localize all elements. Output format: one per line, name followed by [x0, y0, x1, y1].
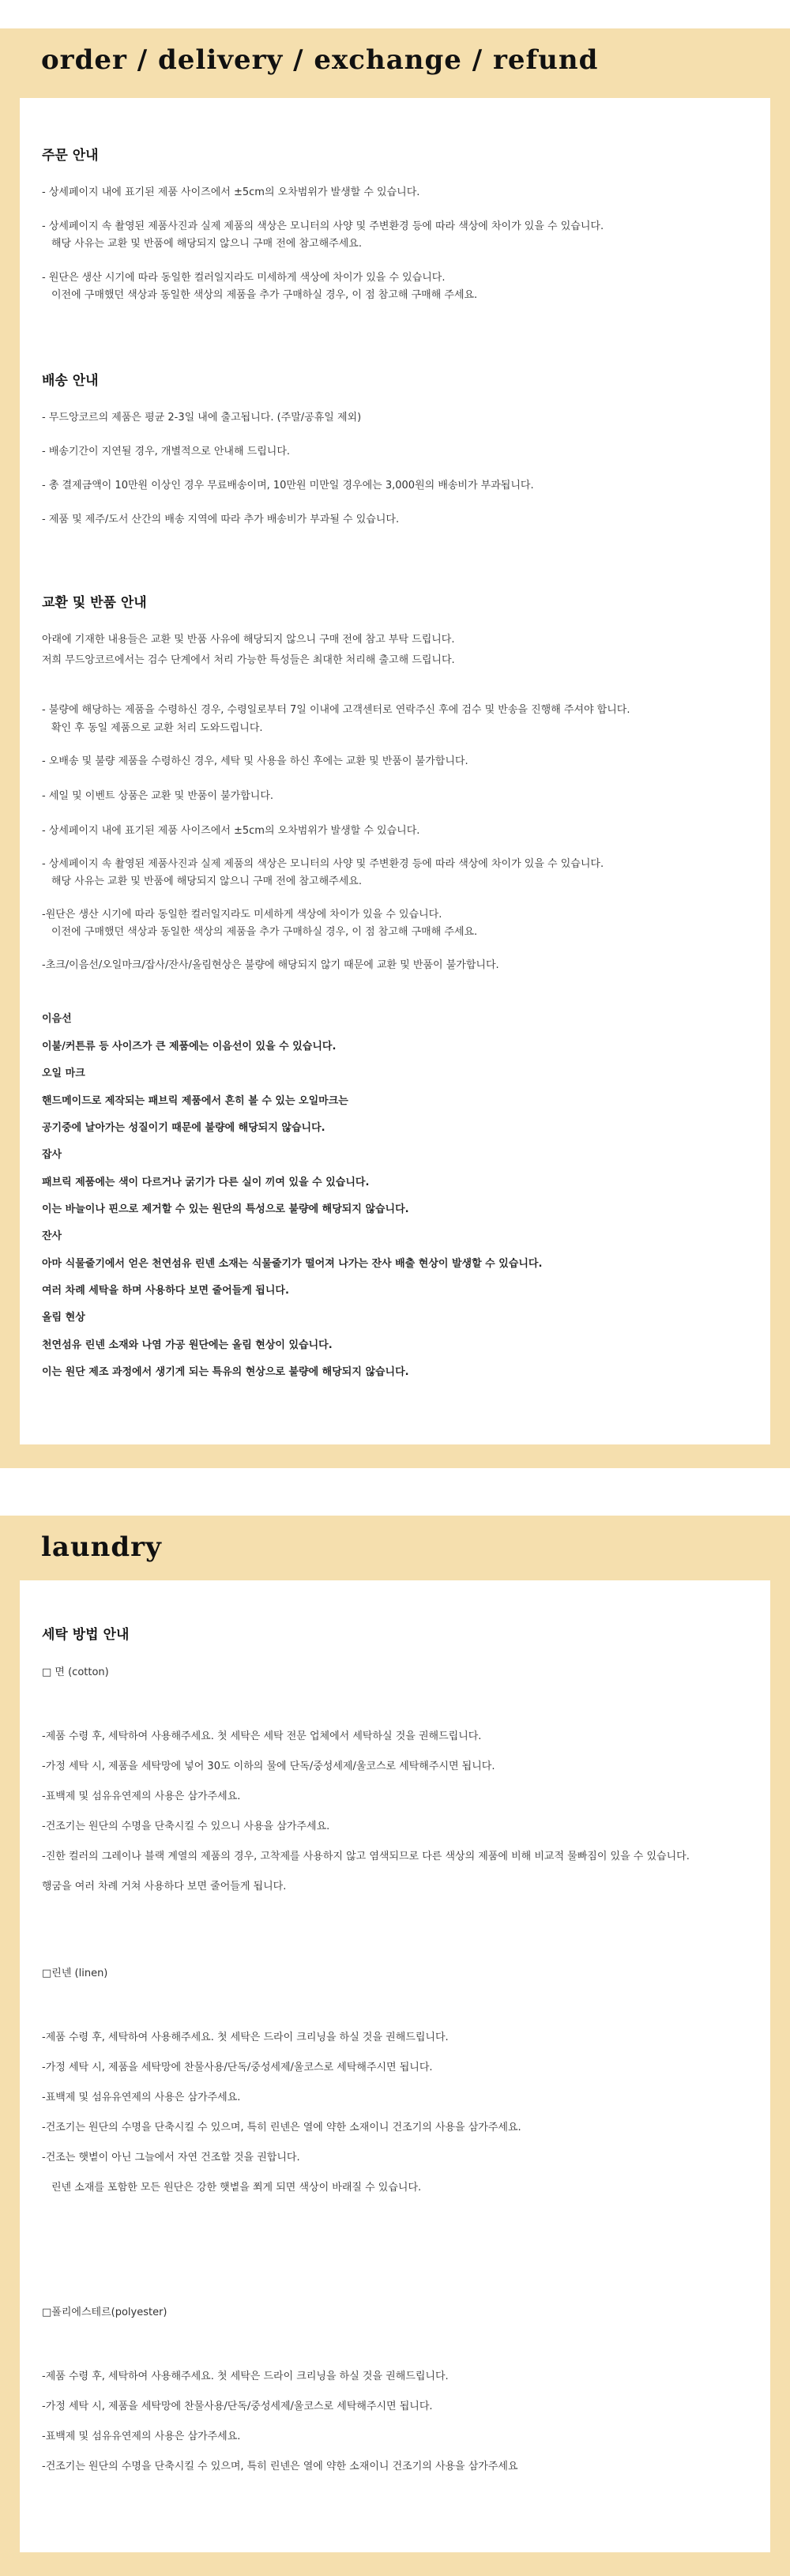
delivery-line: - 총 결제금액이 10만원 이상인 경우 무료배송이며, 10만원 미만일 경우에는 3,000원의 배송비가 부과됩니다. — [42, 480, 534, 491]
note-line: 천연섬유 린넨 소재와 나염 가공 원단에는 올림 현상이 있습니다. — [42, 1339, 333, 1351]
order-heading: 주문 안내 — [42, 148, 99, 164]
exchange-line: 아래에 기재한 내용들은 교환 및 반품 사유에 해당되지 않으니 구매 전에 참고 부탁 드립니다. — [42, 634, 455, 646]
exchange-line: 확인 후 동일 제품으로 교환 처리 도와드립니다. — [51, 722, 263, 734]
linen-label: □린넨 (linen) — [42, 1968, 108, 1979]
exchange-line: -원단은 생산 시기에 따라 동일한 컬러일지라도 미세하게 색상에 차이가 있을 수 있습니다. — [42, 909, 442, 921]
delivery-line: - 제품 및 제주/도서 산간의 배송 지역에 따라 추가 배송비가 부과될 수 있습니다. — [42, 514, 400, 525]
exchange-line: 해당 사유는 교환 및 반품에 해당되지 않으니 구매 전에 참고해주세요. — [51, 876, 362, 887]
delivery-line: - 무드앙코르의 제품은 평균 2-3일 내에 출고됩니다. (주말/공휴일 제외) — [42, 412, 362, 424]
linen-line: -건조는 햇볕이 아닌 그늘에서 자연 건조할 것을 권합니다. — [42, 2152, 300, 2164]
cotton-line: -건조기는 원단의 수명을 단축시킬 수 있으니 사용을 삼가주세요. — [42, 1821, 330, 1832]
order-line: - 원단은 생산 시기에 따라 동일한 컬러일지라도 미세하게 색상에 차이가 있을 수 있습니다. — [42, 272, 446, 284]
note-heading-residue: 잔사 — [42, 1230, 62, 1242]
exchange-line: - 오배송 및 불량 제품을 수령하신 경우, 세탁 및 사용을 하신 후에는 교환 및 반품이 불가합니다. — [42, 755, 468, 767]
exchange-line: 이전에 구매했던 색상과 동일한 색상의 제품을 추가 구매하실 경우, 이 점 참고해 구매해 주세요. — [51, 926, 478, 938]
order-line: - 상세페이지 속 촬영된 제품사진과 실제 제품의 색상은 모니터의 사양 및 주변환경 등에 따라 색상에 차이가 있을 수 있습니다. — [42, 220, 604, 232]
laundry-heading: 세탁 방법 안내 — [42, 1627, 130, 1643]
exchange-line: -초크/이음선/오일마크/잡사/잔사/올림현상은 불량에 해당되지 않기 때문에 교환 및 반품이 불가합니다. — [42, 959, 499, 971]
note-line: 이불/커튼류 등 사이즈가 큰 제품에는 이음선이 있을 수 있습니다. — [42, 1041, 337, 1053]
exchange-line: 저희 무드앙코르에서는 검수 단계에서 처리 가능한 특성들은 최대한 처리해 출고해 드립니다. — [42, 654, 455, 666]
polyester-line: -가정 세탁 시, 제품을 세탁망에 찬물사용/단독/중성세제/울코스로 세탁해주시면 됩니다. — [42, 2401, 433, 2412]
order-panel-title: order / delivery / exchange / refund — [41, 44, 599, 76]
delivery-line: - 배송기간이 지연될 경우, 개별적으로 안내해 드립니다. — [42, 446, 291, 458]
delivery-heading: 배송 안내 — [42, 373, 99, 389]
note-line: 이는 바늘이나 핀으로 제거할 수 있는 원단의 특성으로 불량에 해당되지 않습니다. — [42, 1203, 409, 1215]
note-heading-seam: 이음선 — [42, 1013, 72, 1025]
order-line: 해당 사유는 교환 및 반품에 해당되지 않으니 구매 전에 참고해주세요. — [51, 238, 362, 250]
linen-line: -제품 수령 후, 세탁하여 사용해주세요. 첫 세탁은 드라이 크리닝을 하실 것을 권해드립니다. — [42, 2032, 449, 2043]
note-line: 패브릭 제품에는 색이 다르거나 굵기가 다른 실이 끼여 있을 수 있습니다. — [42, 1177, 370, 1188]
note-line: 아마 식물줄기에서 얻은 천연섬유 린넨 소재는 식물줄기가 떨어져 나가는 잔사 배출 현상이 발생할 수 있습니다. — [42, 1258, 543, 1270]
cotton-line: -가정 세탁 시, 제품을 세탁망에 넣어 30도 이하의 물에 단독/중성세제/울코스로 세탁해주시면 됩니다. — [42, 1761, 495, 1772]
note-line: 공기중에 날아가는 성질이기 때문에 불량에 해당되지 않습니다. — [42, 1122, 325, 1134]
note-heading-slub: 올림 현상 — [42, 1312, 85, 1324]
cotton-line: -제품 수령 후, 세탁하여 사용해주세요. 첫 세탁은 세탁 전문 업체에서 세탁하실 것을 권해드립니다. — [42, 1731, 482, 1742]
linen-line: -가정 세탁 시, 제품을 세탁망에 찬물사용/단독/중성세제/울코스로 세탁해주시면 됩니다. — [42, 2062, 433, 2073]
note-heading-oil-mark: 오일 마크 — [42, 1068, 85, 1079]
laundry-card — [20, 1580, 770, 2552]
cotton-line: 행굼을 여러 차례 거쳐 사용하다 보면 줄어들게 됩니다. — [42, 1881, 287, 1892]
note-heading-stray-thread: 잡사 — [42, 1149, 62, 1161]
polyester-line: -건조기는 원단의 수명을 단축시킬 수 있으며, 특히 린넨은 열에 약한 소재이니 건조기의 사용을 삼가주세요 — [42, 2461, 518, 2472]
note-line: 핸드메이드로 제작되는 패브릭 제품에서 흔히 볼 수 있는 오일마크는 — [42, 1095, 348, 1107]
linen-line: 린넨 소재를 포함한 모든 원단은 강한 햇볕을 쬐게 되면 색상이 바래질 수 있습니다. — [51, 2182, 422, 2194]
note-line: 이는 원단 제조 과정에서 생기게 되는 특유의 현상으로 불량에 해당되지 않습니다. — [42, 1366, 409, 1378]
exchange-line: - 상세페이지 내에 표기된 제품 사이즈에서 ±5cm의 오차범위가 발생할 수 있습니다. — [42, 825, 420, 837]
polyester-line: -제품 수령 후, 세탁하여 사용해주세요. 첫 세탁은 드라이 크리닝을 하실 것을 권해드립니다. — [42, 2371, 449, 2382]
exchange-line: - 상세페이지 속 촬영된 제품사진과 실제 제품의 색상은 모니터의 사양 및 주변환경 등에 따라 색상에 차이가 있을 수 있습니다. — [42, 858, 604, 870]
order-info-card — [20, 98, 770, 1444]
polyester-line: -표백제 및 섬유유연제의 사용은 삼가주세요. — [42, 2431, 241, 2442]
laundry-panel-title: laundry — [41, 1531, 162, 1563]
linen-line: -표백제 및 섬유유연제의 사용은 삼가주세요. — [42, 2092, 241, 2103]
cotton-line: -표백제 및 섬유유연제의 사용은 삼가주세요. — [42, 1791, 241, 1802]
cotton-line: -진한 컬러의 그레이나 블랙 계열의 제품의 경우, 고착제를 사용하지 않고 염색되므로 다른 색상의 제품에 비해 비교적 물빠짐이 있을 수 있습니다. — [42, 1851, 690, 1862]
order-line: 이전에 구매했던 색상과 동일한 색상의 제품을 추가 구매하실 경우, 이 점 참고해 구매해 주세요. — [51, 289, 478, 301]
exchange-heading: 교환 및 반품 안내 — [42, 595, 147, 611]
laundry-panel — [0, 1516, 790, 2576]
order-info-panel — [0, 28, 790, 1468]
order-line: - 상세페이지 내에 표기된 제품 사이즈에서 ±5cm의 오차범위가 발생할 수 있습니다. — [42, 186, 420, 198]
polyester-label: □폴리에스테르(polyester) — [42, 2307, 167, 2318]
linen-line: -건조기는 원단의 수명을 단축시킬 수 있으며, 특히 린넨은 열에 약한 소재이니 건조기의 사용을 삼가주세요. — [42, 2122, 521, 2133]
note-line: 여러 차례 세탁을 하며 사용하다 보면 줄어들게 됩니다. — [42, 1285, 289, 1297]
exchange-line: - 불량에 해당하는 제품을 수령하신 경우, 수령일로부터 7일 이내에 고객센터로 연락주신 후에 검수 및 반송을 진행해 주셔야 합니다. — [42, 704, 630, 716]
exchange-line: - 세일 및 이벤트 상품은 교환 및 반품이 불가합니다. — [42, 790, 274, 802]
cotton-label: □ 면 (cotton) — [42, 1666, 109, 1678]
